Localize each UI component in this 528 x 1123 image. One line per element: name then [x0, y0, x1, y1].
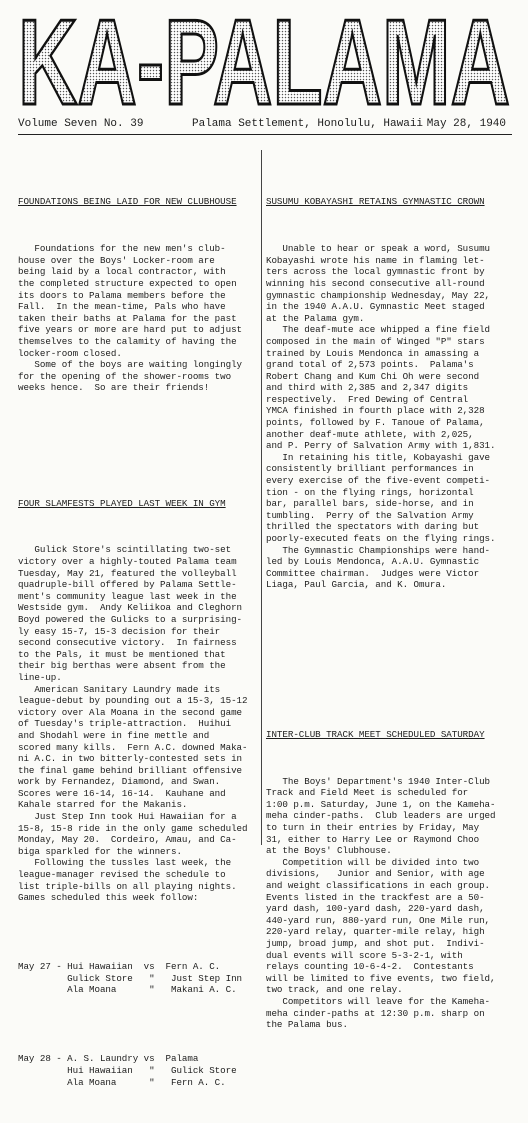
headline-slamfests: FOUR SLAMFESTS PLAYED LAST WEEK IN GYM — [18, 497, 226, 509]
issue-date: May 28, 1940 — [426, 118, 506, 130]
masthead-logo — [14, 12, 514, 112]
body-gymnastic: Unable to hear or speak a word, Susumu Kobayashi wrote his name in flaming let- ters across the local gymnastic front by winning his second consecutive all-round gymnastic championship Wednesday, May 22, in the 1940 A.A.U. Gymnastic Meet staged at the Palama gym. The deaf-mute ace whipped a fine field composed in the main of Winged "P" stars trained by Louis Mendonca in amassing a grand total of 2,573 points. Palama's Robert Chang and Kum Chi Oh were second and third with 2,385 and 2,347 digits respectively. Fred Dewing of Central YMCA finished in fourth place with 2,328 points, followed by F. Tanoue of Palama, another deaf-mute athlete, with 2,025, and P. Perry of Salvation Army with 1,831. In retaining his title, Kobayashi gave consistently brilliant performances in every exercise of the five-event competi- tion - on the flying rings, horizontal bar, parallel bars, side-horse, and in tumbling. Perry of the Salvation Army thrilled the spectators with daring but poorly-executed feats on the flying rings. The Gymnastic Championships were hand- led by Louis Mendonca, A.A.U. Gymnastic Committee chairman. Judges were Victor Liaga, Paul Garcia, and K. Omura. — [266, 243, 496, 591]
publication-place: Palama Settlement, Honolulu, Hawaii — [192, 118, 424, 130]
schedule-may-28: May 28 - A. S. Laundry vs Palama Hui Hawaiian " Gulick Store Ala Moana " Fern A. C. — [18, 1053, 237, 1088]
volume-number: Volume Seven No. 39 — [18, 118, 144, 130]
schedule-may-27: May 27 - Hui Hawaiian vs Fern A. C. Gulick Store " Just Step Inn Ala Moana " Makani A. C. — [18, 961, 242, 996]
masthead-text: KA-PALAMA — [18, 12, 511, 112]
headline-track: INTER-CLUB TRACK MEET SCHEDULED SATURDAY — [266, 728, 485, 740]
headline-gymnastic: SUSUMU KOBAYASHI RETAINS GYMNASTIC CROWN — [266, 196, 485, 208]
masthead-title — [14, 12, 514, 112]
right-column — [266, 150, 512, 1066]
volume-line — [18, 114, 512, 135]
column-divider — [261, 150, 262, 845]
headline-clubhouse: FOUNDATIONS BEING LAID FOR NEW CLUBHOUSE — [18, 196, 237, 208]
body-track: The Boys' Department's 1940 Inter-Club Track and Field Meet is scheduled for 1:00 p.m. Saturday, June 1, on the Kameha- meha cinder-paths. Club leaders are urged to turn in their entries by Friday, May 31, either to Harry Lee or Raymond Choo at the Boys' Clubhouse. Competition will be divided into two divisions, Junior and Senior, with age and weight classifications in each group. Events listed in the trackfest are a 50- yard dash, 100-yard dash, 220-yard dash, 440-yard run, 880-yard run, One Mile run, 220-yard relay, quarter-mile relay, high jump, broad jump, and shot put. Indivi- dual events will score 5-3-2-1, with relays counting 10-6-4-2. Contestants will be limited to five events, two field, two track, and one relay. Competitors will leave for the Kameha- meha cinder-paths at 12:30 p.m. sharp on the Palama bus. — [266, 775, 496, 1031]
article-clubhouse — [18, 173, 258, 417]
body-slamfests: Gulick Store's scintillating two-set victory over a highly-touted Palama team Tuesday, May 21, featured the volleyball quadruple-bill offered by Palama Settle- ment's community league last week in the Westside gym. Andy Keliikoa and Cleghorn Boyd powered the Gulicks to a surprising- ly easy 15-7, 15-3 decision for their second consecutive victory. In fairness to the Pals, it must be mentioned that their big berthas were absent from the line-up. American Sanitary Laundry made its league-debut by pounding out a 15-3, 15-12 victory over Ala Moana in the second game of Tuesday's triple-attraction. Huihui and Shodahl were in fine mettle and scored many kills. Fern A.C. downed Maka- ni A.C. in two bitterly-contested sets in the final game behind brilliant offensive work by Fernandez, Diamond, and Swan. Scores were 16-14, 16-14. Kauhane and Kahale starred for the Makanis. Just Step Inn took Hui Hawaiian for a 15-8, 15-8 ride in the only game scheduled Monday, May 20. Cordeiro, Amau, and Ca- biga sparkled for the winners. Following the tussles last week, the league-manager revised the schedule to list triple-bills on all playing nights. Games scheduled this week follow: — [18, 544, 248, 904]
left-column — [18, 150, 258, 1123]
article-slamfests — [18, 474, 258, 1111]
article-gymnastic — [266, 173, 512, 614]
body-clubhouse: Foundations for the new men's club- house over the Boys' Locker-room are being laid by a local contractor, with the completed structure expected to open its doors to Palama members before the Fall. In the mean-time, Pals who have taken their baths at Palama for the past five years or more are hard put to adjust themselves to the calamity of having the locker-room closed. Some of the boys are waiting longingly for the opening of the shower-rooms two weeks hence. So are their friends! — [18, 243, 243, 394]
article-track — [266, 706, 512, 1054]
